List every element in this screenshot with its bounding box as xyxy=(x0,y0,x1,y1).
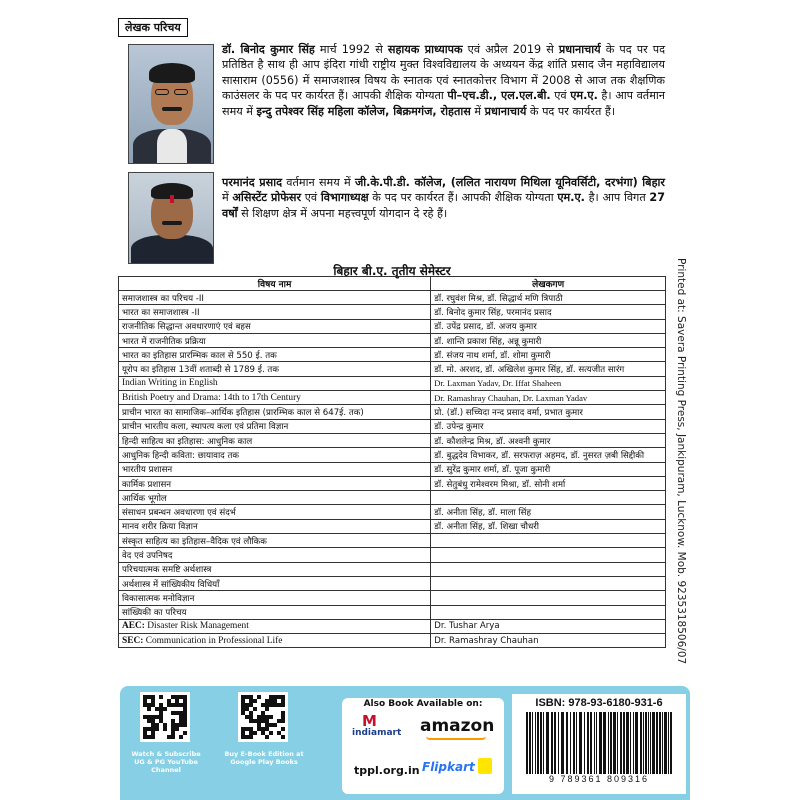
table-row xyxy=(119,619,666,633)
table-row xyxy=(119,548,666,562)
subject-name: आधुनिक हिन्दी कविता: छायावाद तक xyxy=(122,450,239,461)
table-row xyxy=(119,405,666,419)
subject-name: आर्थिक भूगोल xyxy=(122,493,167,504)
subject-cell xyxy=(119,333,431,347)
subject-name: Communication in Professional Life xyxy=(143,635,283,646)
bio-text: है। आप वर्तमान समय में xyxy=(222,89,665,118)
subject-cell xyxy=(119,376,431,390)
subject-cell xyxy=(119,576,431,590)
table-row xyxy=(119,333,666,347)
bio-text: के पद पर कार्यरत हैं। xyxy=(526,104,616,118)
barcode-icon xyxy=(526,712,672,774)
subject-name: समाजशास्त्र का परिचय -II xyxy=(122,293,204,304)
subject-name: Disaster Risk Management xyxy=(144,621,249,632)
author1-name: डॉ. बिनोद कुमार सिंह xyxy=(222,43,315,56)
subject-name: मानव शरीर क्रिया विज्ञान xyxy=(122,522,198,533)
author1-photo xyxy=(128,44,214,164)
authors-cell: डॉ. शान्ति प्रकाश सिंह, अन्नू कुमारी xyxy=(431,333,666,347)
isbn-label: ISBN: 978-93-6180-931-6 xyxy=(535,697,663,709)
subject-name: प्राचीन भारतीय कला, स्थापत्य कला एवं प्रतिमा विज्ञान xyxy=(122,422,289,433)
subject-prefix: SEC: xyxy=(122,635,144,646)
authors-cell: प्रो. (डॉ.) सच्चिदा नन्द प्रसाद वर्मा, प्रभात कुमार xyxy=(431,405,666,419)
subject-cell xyxy=(119,391,431,405)
bio-college: जी.के.पी.डी. कॉलेज, (ललित नारायण मिथिला यूनिवर्सिटी, दरभंगा) बिहार xyxy=(354,176,665,189)
subject-name: प्राचीन भारत का सामाजिक–आर्थिक इतिहास (प्रारम्भिक काल से 647ई. तक) xyxy=(122,408,364,419)
subject-name: विकासात्मक मनोविज्ञान xyxy=(122,593,195,604)
bio-college: इन्दु तपेश्वर सिंह महिला कॉलेज, बिक्रमगंज, रोहतास xyxy=(256,104,471,118)
table-row xyxy=(119,419,666,433)
authors-cell: डॉ. संजय नाथ शर्मा, डॉ. शोमा कुमारी xyxy=(431,348,666,362)
table-row xyxy=(119,576,666,590)
subject-name: भारत का इतिहास प्रारम्भिक काल से 550 ई. तक xyxy=(122,350,277,361)
subject-cell xyxy=(119,534,431,548)
subject-name: Indian Writing in English xyxy=(122,378,218,389)
youtube-qr-caption: Watch & Subscribe UG & PG YouTube Channel xyxy=(131,750,201,774)
table-title: बिहार बी.ए. तृतीय सेमेस्टर xyxy=(333,264,451,278)
authors-cell xyxy=(431,576,666,590)
bio-text: एवं अप्रैल 2019 से xyxy=(462,43,559,56)
bio-role: प्रधानाचार्य xyxy=(484,104,527,118)
subject-cell xyxy=(119,433,431,447)
authors-cell xyxy=(431,605,666,619)
indiamart-logo[interactable]: indiamart xyxy=(352,728,402,738)
barcode-number: 9 789361 809316 xyxy=(548,774,650,784)
bio-role: प्रधानाचार्य xyxy=(558,43,601,56)
authors-cell xyxy=(431,562,666,576)
subject-cell xyxy=(119,505,431,519)
subject-cell xyxy=(119,319,431,333)
bio-role: विभागाध्यक्ष xyxy=(320,191,369,205)
isbn-box xyxy=(512,694,686,794)
bio-text: एवं xyxy=(301,191,321,205)
authors-cell: डॉ. अनीता सिंह, डॉ. माला सिंह xyxy=(431,505,666,519)
table-header-row xyxy=(119,277,666,291)
bio-text: से शिक्षण क्षेत्र में अपना महत्त्वपूर्ण योगदान दे रहे हैं। xyxy=(237,206,448,220)
section-tag-author-intro: लेखक परिचय xyxy=(118,18,188,37)
authors-cell: डॉ. उपेन्द्र कुमार xyxy=(431,419,666,433)
column-header-subject: विषय नाम xyxy=(119,277,431,291)
table-row xyxy=(119,534,666,548)
authors-cell: डॉ. मो. अरशद, डॉ. अखिलेश कुमार सिंह, डॉ. सत्यजीत सारंग xyxy=(431,362,666,376)
table-row xyxy=(119,291,666,305)
flipkart-logo[interactable]: Flipkart xyxy=(422,760,475,774)
table-row xyxy=(119,433,666,447)
subject-name: कार्मिक प्रशासन xyxy=(122,479,172,490)
subject-cell xyxy=(119,562,431,576)
subject-name: भारत का समाजशास्त्र -II xyxy=(122,307,200,318)
table-row xyxy=(119,376,666,390)
authors-cell: डॉ. उपेंद्र प्रसाद, डॉ. अजय कुमार xyxy=(431,319,666,333)
bio-text: के पद पर पद प्रतिष्ठित है साथ ही आप इंदिरा गांधी राष्ट्रीय मुक्त विश्वविद्यालय के अध्ययन केंद्र शांति प्रसाद जैन महाविद्यालय सासाराम (0556) में समाजशास्त्र विषय के स्नातक एवं स्नातकोत्तर विभाग में 2008 से आज तक शैक्षणिक काउंसलर के पद पर कार्यरत हैं। आपकी शैक्षिक योग्यता xyxy=(222,43,666,103)
also-available-box xyxy=(342,698,504,794)
table-row xyxy=(119,605,666,619)
authors-cell: डॉ. सेतुबंधु रामेश्वरम मिश्रा, डॉ. सोनी शर्मा xyxy=(431,476,666,490)
table-row xyxy=(119,519,666,533)
subject-name: राजनीतिक सिद्धान्त अवधारणाएं एवं बहस xyxy=(122,322,251,333)
table-row xyxy=(119,305,666,319)
authors-cell: डॉ. बुद्धदेव विभाकर, डॉ. सरफराज़ अहमद, डॉ. नुसरत ज़बी सिद्दीकी xyxy=(431,448,666,462)
subject-cell xyxy=(119,348,431,362)
subject-cell xyxy=(119,476,431,490)
subject-cell xyxy=(119,419,431,433)
bio-text: वर्तमान समय में xyxy=(282,176,355,189)
subject-name: संसाधन प्रबन्धन अवधारणा एवं संदर्भ xyxy=(122,508,236,519)
table-row xyxy=(119,348,666,362)
subject-name: परिचयात्मक समष्टि अर्थशास्त्र xyxy=(122,565,212,576)
subject-cell xyxy=(119,405,431,419)
authors-cell xyxy=(431,591,666,605)
subject-cell xyxy=(119,519,431,533)
authors-cell: Dr. Laxman Yadav, Dr. Iffat Shaheen xyxy=(431,376,666,390)
table-row xyxy=(119,505,666,519)
authors-cell xyxy=(431,534,666,548)
indiamart-logo-icon: M xyxy=(362,712,377,730)
footer-band xyxy=(120,686,690,800)
table-row xyxy=(119,319,666,333)
bio-text: है। आप विगत xyxy=(584,191,650,205)
bio-text: मार्च 1992 से xyxy=(314,43,388,56)
subject-cell xyxy=(119,291,431,305)
printer-credit: Printed at: Savera Printing Press, Jankipuram, Lucknow. Mob. 9235318506/07 xyxy=(675,258,687,665)
subject-cell xyxy=(119,605,431,619)
author2-photo xyxy=(128,172,214,264)
subject-cell xyxy=(119,548,431,562)
authors-cell: Dr. Ramashray Chauhan xyxy=(431,634,666,648)
author2-bio xyxy=(222,175,665,221)
subjects-table xyxy=(118,276,666,648)
amazon-smile-icon xyxy=(426,736,486,740)
table-row xyxy=(119,634,666,648)
subject-name: अर्थशास्त्र में सांख्यिकीय विधियाँ xyxy=(122,579,220,590)
subject-name: यूरोप का इतिहास 13वीं शताब्दी से 1789 ई. तक xyxy=(122,365,279,376)
subject-cell xyxy=(119,619,431,633)
bio-text: एवं xyxy=(550,89,571,103)
bio-years: 27 वर्षों xyxy=(222,191,665,220)
table-row xyxy=(119,591,666,605)
subject-cell xyxy=(119,362,431,376)
subject-name: भारत में राजनीतिक प्रक्रिया xyxy=(122,336,206,347)
table-row xyxy=(119,491,666,505)
subject-cell xyxy=(119,305,431,319)
authors-cell: डॉ. बिनोद कुमार सिंह, परमानंद प्रसाद xyxy=(431,305,666,319)
flipkart-bag-icon xyxy=(478,758,492,774)
subject-name: British Poetry and Drama: 14th to 17th Century xyxy=(122,392,301,403)
subject-name: वेद एवं उपनिषद xyxy=(122,550,173,561)
bio-text: में xyxy=(222,191,233,205)
subject-name: संस्कृत साहित्य का इतिहास–वैदिक एवं लौकिक xyxy=(122,536,267,547)
authors-cell: डॉ. सुरेंद्र कुमार शर्मा, डॉ. पूजा कुमारी xyxy=(431,462,666,476)
play-books-qr-caption: Buy E-Book Edition at Google Play Books xyxy=(224,750,304,766)
authors-cell: डॉ. कौशलेन्द्र मिश्र, डॉ. अश्वनी कुमार xyxy=(431,433,666,447)
table-row xyxy=(119,462,666,476)
author2-name: परमानंद प्रसाद xyxy=(222,176,283,189)
subject-cell xyxy=(119,634,431,648)
subject-name: सांख्यिकी का परिचय xyxy=(122,608,187,619)
subject-name: हिन्दी साहित्य का इतिहास: आधुनिक काल xyxy=(122,436,253,447)
bio-text: में xyxy=(470,104,485,118)
table-row xyxy=(119,391,666,405)
authors-cell xyxy=(431,491,666,505)
bio-role: सहायक प्राध्यापक xyxy=(387,43,463,56)
table-body xyxy=(119,291,666,648)
subject-cell xyxy=(119,591,431,605)
subject-name: भारतीय प्रशासन xyxy=(122,465,173,476)
author1-bio xyxy=(222,42,665,119)
authors-cell: डॉ. रघुवंश मिश्र, डॉ. सिद्धार्थ मणि त्रिपाठी xyxy=(431,291,666,305)
authors-cell: Dr. Ramashray Chauhan, Dr. Laxman Yadav xyxy=(431,391,666,405)
bio-qualification: पी–एच.डी., एल.एल.बी. xyxy=(447,89,551,103)
subject-cell xyxy=(119,491,431,505)
bio-qualification: एम.ए. xyxy=(557,191,585,205)
bio-role: असिस्टेंट प्रोफेसर xyxy=(232,191,302,205)
table-row xyxy=(119,562,666,576)
table-row xyxy=(119,476,666,490)
column-header-authors: लेखकगण xyxy=(431,277,666,291)
subject-cell xyxy=(119,448,431,462)
bio-text: के पद पर कार्यरत हैं। आपकी शैक्षिक योग्यता xyxy=(368,191,558,205)
authors-cell: Dr. Tushar Arya xyxy=(431,619,666,633)
tppl-link[interactable]: tppl.org.in xyxy=(354,764,420,777)
amazon-logo[interactable]: amazon xyxy=(420,716,495,736)
bio-qualification: एम.ए. xyxy=(570,89,598,103)
subject-cell xyxy=(119,462,431,476)
table-row xyxy=(119,448,666,462)
also-available-title: Also Book Available on: xyxy=(363,699,483,709)
table-row xyxy=(119,362,666,376)
play-books-qr-code[interactable] xyxy=(238,692,288,742)
youtube-qr-code[interactable] xyxy=(140,692,190,742)
authors-cell xyxy=(431,548,666,562)
authors-cell: डॉ. अनीता सिंह, डॉ. शिखा चौधरी xyxy=(431,519,666,533)
subject-prefix: AEC: xyxy=(122,621,145,632)
